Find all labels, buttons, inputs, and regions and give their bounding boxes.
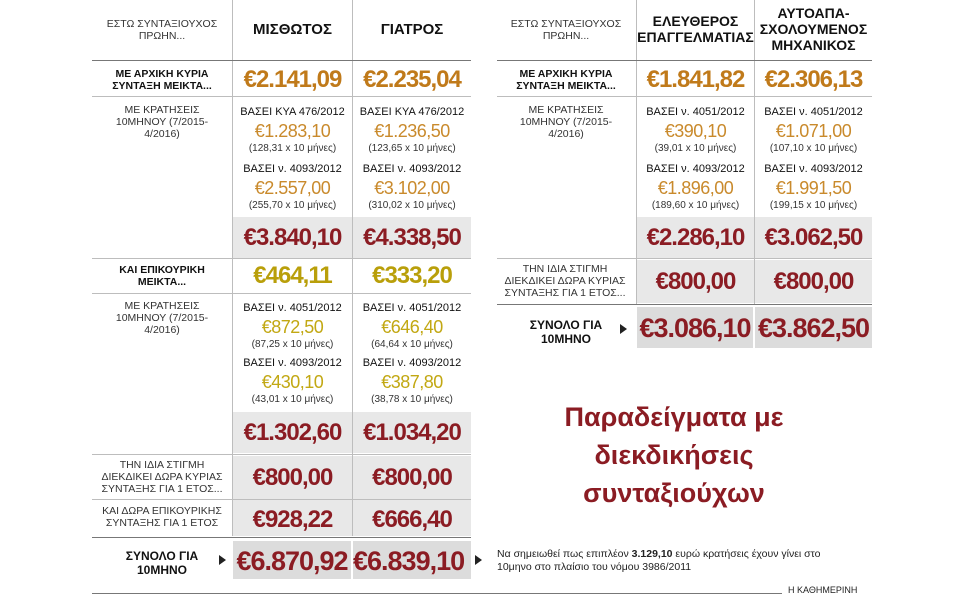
left-basis2-c2: ΒΑΣΕΙ ν. 4093/2012 bbox=[362, 163, 462, 175]
bottom-rule bbox=[92, 593, 782, 594]
right-col-header-2: ΑΥΤΟΑΠΑ- ΣΧΟΛΟΥΜΕΝΟΣ ΜΗΧΑΝΙΚΟΣ bbox=[759, 5, 868, 53]
left-main-c1: €2.141,09 bbox=[243, 66, 342, 93]
right-basis1-c2: ΒΑΣΕΙ ν. 4051/2012 bbox=[764, 106, 863, 118]
footnote-amount: 3.129,10 bbox=[631, 548, 673, 560]
publisher-credit: Η ΚΑΘΗΜΕΡΙΝΗ bbox=[788, 585, 858, 595]
left-sum-c1: €6.870,92 bbox=[236, 546, 348, 576]
left-basis1-c2: ΒΑΣΕΙ ΚΥΑ 476/2012 bbox=[359, 106, 465, 118]
left-sub2-c2: (310,02 x 10 μήνες) bbox=[368, 200, 456, 211]
divider bbox=[92, 293, 471, 294]
left-value2-c1: €2.557,00 bbox=[254, 178, 331, 198]
right-claim-c2: €800,00 bbox=[773, 268, 854, 295]
left-deductions-label: ΜΕ ΚΡΑΤΗΣΕΙΣ 10ΜΗΝΟΥ (7/2015-4/2016) bbox=[115, 104, 209, 140]
right-basis1-c1: ΒΑΣΕΙ ν. 4051/2012 bbox=[646, 106, 745, 118]
left-total1-c1: €3.840,10 bbox=[243, 224, 342, 251]
right-deductions-label: ΜΕ ΚΡΑΤΗΣΕΙΣ 10ΜΗΝΟΥ (7/2015-4/2016) bbox=[519, 104, 613, 140]
right-total1-c2: €3.062,50 bbox=[764, 224, 863, 251]
left-aux-label: ΚΑΙ ΕΠΙΚΟΥΡΙΚΗ ΜΕΙΚΤΑ... bbox=[119, 264, 205, 288]
left-basis3-c2: ΒΑΣΕΙ ν. 4051/2012 bbox=[362, 302, 462, 314]
divider bbox=[92, 454, 471, 455]
left-claim-label: ΤΗΝ ΙΔΙΑ ΣΤΙΓΜΗ ΔΙΕΚΔΙΚΕΙ ΔΩΡΑ ΚΥΡΙΑΣ ΣΥΝΤΑΞΗΣ ΓΙΑ 1 ΕΤΟΣ... bbox=[101, 459, 223, 495]
left-sum-c2: €6.839,10 bbox=[353, 546, 465, 576]
right-main-label: ΜΕ ΑΡΧΙΚΗ ΚΥΡΙΑ ΣΥΝΤΑΞΗ ΜΕΙΚΤΑ... bbox=[516, 68, 616, 92]
left-gift-label: ΚΑΙ ΔΩΡΑ ΕΠΙΚΟΥΡΙΚΗΣ ΣΥΝΤΑΞΗΣ ΓΙΑ 1 ΕΤΟΣ bbox=[102, 505, 222, 529]
left-header-label: ΕΣΤΩ ΣΥΝΤΑΞΙΟΥΧΟΣ ΠΡΩΗΝ... bbox=[106, 18, 218, 42]
divider bbox=[497, 304, 872, 305]
right-total1-c1: €2.286,10 bbox=[646, 224, 745, 251]
left-sub1-c2: (123,65 x 10 μήνες) bbox=[368, 143, 456, 154]
divider bbox=[497, 258, 872, 259]
left-main-c2: €2.235,04 bbox=[363, 66, 461, 93]
right-sub1-c2: (107,10 x 10 μήνες) bbox=[769, 143, 858, 154]
left-basis4-c2: ΒΑΣΕΙ ν. 4093/2012 bbox=[362, 357, 462, 369]
left-basis4-c1: ΒΑΣΕΙ ν. 4093/2012 bbox=[243, 357, 342, 369]
left-sum-label: ΣΥΝΟΛΟ ΓΙΑ 10ΜΗΝΟ bbox=[125, 549, 199, 577]
footnote-post: ευρώ κρατήσεις έχουν γίνει στο 10μηνο στο πλαίσιο του νόμου 3986/2011 bbox=[497, 548, 821, 573]
left-col-header-2: ΓΙΑΤΡΟΣ bbox=[380, 21, 444, 38]
left-aux-c2: €333,20 bbox=[372, 262, 452, 289]
page-title: Παραδείγματα με διεκδικήσεις συνταξιούχων bbox=[564, 402, 784, 508]
left-gift-c1: €928,22 bbox=[252, 506, 333, 533]
left-sub4-c2: (38,78 x 10 μήνες) bbox=[371, 394, 453, 405]
left-sub3-c2: (64,64 x 10 μήνες) bbox=[371, 339, 453, 350]
left-value4-c2: €387,80 bbox=[381, 372, 443, 392]
left-col-header-1: ΜΙΣΘΩΤΟΣ bbox=[253, 21, 332, 38]
right-claim-label: ΤΗΝ ΙΔΙΑ ΣΤΙΓΜΗ ΔΙΕΚΔΙΚΕΙ ΔΩΡΑ ΚΥΡΙΑΣ ΣΥΝΤΑΞΗΣ ΓΙΑ 1 ΕΤΟΣ... bbox=[504, 263, 626, 299]
left-main-label: ΜΕ ΑΡΧΙΚΗ ΚΥΡΙΑ ΣΥΝΤΑΞΗ ΜΕΙΚΤΑ... bbox=[112, 68, 212, 92]
right-sub2-c2: (199,15 x 10 μήνες) bbox=[769, 200, 858, 211]
left-basis2-c1: ΒΑΣΕΙ ν. 4093/2012 bbox=[243, 163, 342, 175]
left-sub1-c1: (128,31 x 10 μήνες) bbox=[248, 143, 337, 154]
left-sub4-c1: (43,01 x 10 μήνες) bbox=[251, 394, 334, 405]
divider bbox=[92, 60, 471, 61]
arrow-right-icon bbox=[620, 324, 627, 334]
right-sum-c1: €3.086,10 bbox=[639, 313, 751, 343]
left-gift-c2: €666,40 bbox=[372, 506, 452, 533]
left-value3-c1: €872,50 bbox=[261, 317, 324, 337]
right-main-c2: €2.306,13 bbox=[764, 66, 863, 93]
right-value2-c2: €1.991,50 bbox=[775, 178, 852, 198]
left-value1-c2: €1.236,50 bbox=[374, 121, 450, 141]
arrow-right-icon bbox=[219, 555, 226, 565]
divider bbox=[497, 96, 872, 97]
right-header-label: ΕΣΤΩ ΣΥΝΤΑΞΙΟΥΧΟΣ ΠΡΩΗΝ... bbox=[510, 18, 622, 42]
left-sub2-c1: (255,70 x 10 μήνες) bbox=[248, 200, 337, 211]
right-sum-label: ΣΥΝΟΛΟ ΓΙΑ 10ΜΗΝΟ bbox=[529, 318, 603, 346]
left-total2-c1: €1.302,60 bbox=[243, 419, 342, 446]
right-basis2-c1: ΒΑΣΕΙ ν. 4093/2012 bbox=[646, 163, 745, 175]
footnote bbox=[497, 548, 837, 574]
right-sub2-c1: (189,60 x 10 μήνες) bbox=[651, 200, 740, 211]
divider bbox=[92, 537, 471, 538]
left-total1-c2: €4.338,50 bbox=[363, 224, 461, 251]
right-main-c1: €1.841,82 bbox=[646, 66, 745, 93]
left-total2-c2: €1.034,20 bbox=[363, 419, 461, 446]
left-basis1-c1: ΒΑΣΕΙ ΚΥΑ 476/2012 bbox=[240, 106, 345, 118]
divider bbox=[92, 499, 471, 500]
left-claim-c1: €800,00 bbox=[252, 464, 333, 491]
right-basis2-c2: ΒΑΣΕΙ ν. 4093/2012 bbox=[764, 163, 863, 175]
left-value3-c2: €646,40 bbox=[381, 317, 443, 337]
left-value1-c1: €1.283,10 bbox=[254, 121, 331, 141]
arrow-right-icon bbox=[475, 555, 482, 565]
right-value1-c2: €1.071,00 bbox=[775, 121, 852, 141]
divider bbox=[92, 96, 471, 97]
footnote-pre: Να σημειωθεί πως επιπλέον bbox=[497, 548, 632, 560]
right-sum-c2: €3.862,50 bbox=[757, 313, 870, 343]
right-value2-c1: €1.896,00 bbox=[657, 178, 734, 198]
divider bbox=[497, 60, 872, 61]
left-aux-c1: €464,11 bbox=[253, 262, 332, 289]
left-basis3-c1: ΒΑΣΕΙ ν. 4051/2012 bbox=[243, 302, 342, 314]
left-claim-c2: €800,00 bbox=[372, 464, 452, 491]
left-deductions2-label: ΜΕ ΚΡΑΤΗΣΕΙΣ 10ΜΗΝΟΥ (7/2015-4/2016) bbox=[115, 300, 209, 336]
right-col-header-1: ΕΛΕΥΘΕΡΟΣ ΕΠΑΓΓΕΛΜΑΤΙΑΣ bbox=[637, 13, 754, 45]
right-value1-c1: €390,10 bbox=[664, 121, 727, 141]
left-value4-c1: €430,10 bbox=[261, 372, 324, 392]
right-claim-c1: €800,00 bbox=[655, 268, 736, 295]
left-sub3-c1: (87,25 x 10 μήνες) bbox=[251, 339, 334, 350]
right-sub1-c1: (39,01 x 10 μήνες) bbox=[654, 143, 737, 154]
divider bbox=[92, 258, 471, 259]
left-value2-c2: €3.102,00 bbox=[374, 178, 450, 198]
